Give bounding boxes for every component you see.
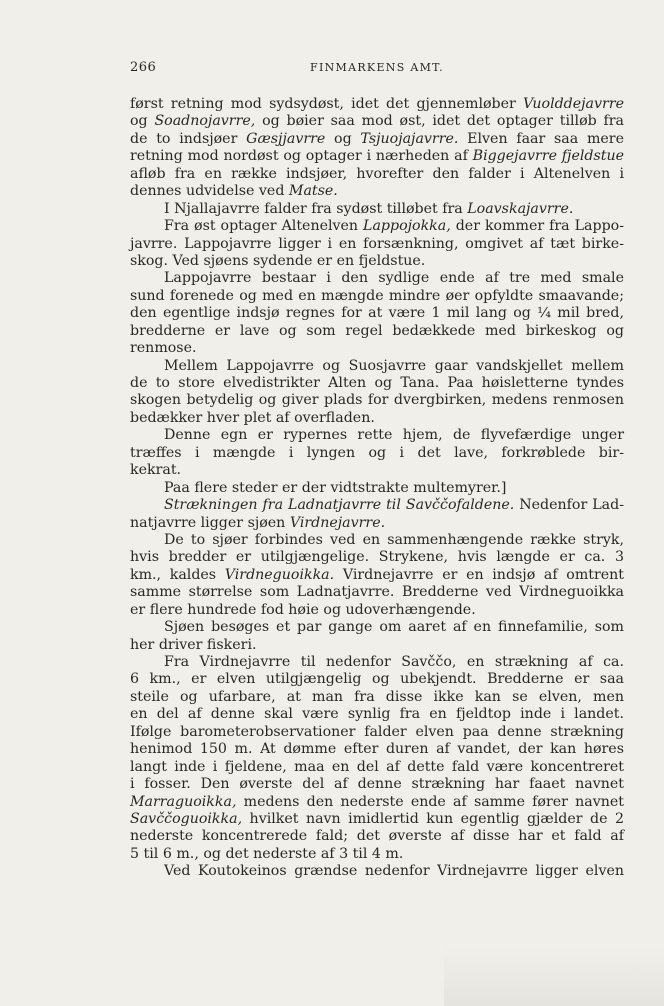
text-segment: samme størrelse som Ladnatjavrre. Bredderne ved Virdneguoikka: [130, 584, 624, 601]
text-segment: steile og ufarbare, at man fra disse ikke kan se elven, men: [130, 688, 624, 705]
text-line: [130, 602, 624, 619]
text-segment: henimod 150 m. At dømme efter duren af vandet, der kan høres: [130, 741, 624, 758]
text-line: [130, 445, 624, 462]
text-segment: afløb fra en række indsjøer, hvorefter den falder i Altenelven i: [130, 165, 624, 182]
text-line: [130, 619, 624, 636]
text-line: [130, 131, 624, 148]
text-line: [130, 166, 624, 183]
text-line: [130, 392, 624, 409]
text-line: [130, 410, 624, 427]
running-head: FINMARKENS AMT.: [310, 61, 444, 74]
text-segment: retning mod nordøst og optager i nærheden af: [130, 148, 473, 165]
text-segment: i fosser. Den øverste del af denne strækning har faaet navnet: [130, 776, 624, 793]
text-line: [130, 427, 624, 444]
text-line: [130, 846, 624, 863]
text-line: [130, 794, 624, 811]
text-line: [130, 706, 624, 723]
text-line: [130, 741, 624, 758]
italic-place-name: Tsjuojajavrre.: [360, 130, 459, 147]
text-line: [130, 358, 624, 375]
text-line: [130, 462, 624, 479]
text-line: [130, 515, 624, 532]
page-corner-shadow: [444, 946, 664, 1006]
text-line: [130, 497, 624, 514]
page-header: [130, 60, 624, 80]
italic-place-name: Virdnejavrre.: [289, 514, 386, 531]
italic-place-name: Strækningen fra Ladnatjavrre til Savččofaldene.: [164, 497, 515, 514]
italic-place-name: Marraguoikka,: [130, 793, 237, 810]
text-line: [130, 654, 624, 671]
text-segment: De to sjøer forbindes ved en sammenhængende række stryk,: [164, 531, 624, 548]
text-line: [130, 270, 624, 287]
text-segment: Virdnejavrre er en indsjø af omtrent: [334, 566, 624, 583]
text-segment: Ved Koutokeinos grændse nedenfor Virdnejavrre ligger elven: [164, 863, 624, 880]
text-line: [130, 671, 624, 688]
text-segment: natjavrre ligger sjøen: [130, 514, 290, 531]
text-line: [130, 724, 624, 741]
text-segment: Mellem Lappojavrre og Suosjavrre gaar vandskjellet mellem: [164, 357, 624, 374]
text-line: [130, 253, 624, 270]
text-segment: Nedenfor Lad-: [514, 497, 624, 514]
text-line: [130, 305, 624, 322]
text-segment: og: [130, 113, 155, 130]
text-line: [130, 113, 624, 130]
text-segment: den egentlige indsjø regnes for at være 1 mil lang og ¼ mil bred,: [130, 305, 624, 322]
text-segment: hvis bredder er utilgjængelige. Strykene, hvis længde er ca. 3: [130, 549, 624, 566]
text-segment: træffes i mængde i lyngen og i det lave, forkrøblede bir-: [130, 444, 624, 461]
text-line: [130, 480, 624, 497]
page-number: 266: [130, 60, 157, 75]
text-line: [130, 218, 624, 235]
text-segment: javrre. Lappojavrre ligger i en forsænkning, omgivet af tæt birke-: [130, 235, 624, 252]
italic-place-name: Biggejavrre fjeldstue: [472, 148, 624, 165]
text-line: [130, 375, 624, 392]
text-line: [130, 340, 624, 357]
text-segment: Paa flere steder er der vidtstrakte multemyrer.]: [164, 479, 507, 496]
italic-place-name: Loavskajavrre.: [467, 200, 574, 217]
text-line: [130, 288, 624, 305]
text-line: [130, 637, 624, 654]
text-segment: skog. Ved sjøens sydende er en fjeldstue.: [130, 252, 426, 269]
text-line: [130, 863, 624, 880]
text-segment: Ifølge barometerobservationer falder elven paa denne strækning: [130, 723, 624, 740]
text-segment: dennes udvidelse ved: [130, 183, 289, 200]
italic-place-name: Savččoguoikka,: [130, 810, 243, 827]
text-segment: nederste koncentrerede fald; det øverste af disse har et fald af: [130, 828, 624, 845]
text-segment: de to indsjøer: [130, 130, 247, 147]
text-line: [130, 811, 624, 828]
text-segment: en del af denne skal være synlig fra en fjeldtop inde i landet.: [130, 706, 624, 723]
italic-place-name: Lappojokka,: [363, 218, 451, 235]
italic-place-name: Vuolddejavrre: [523, 96, 624, 112]
text-line: [130, 567, 624, 584]
italic-place-name: Gæsjjavrre: [246, 130, 326, 147]
text-line: [130, 236, 624, 253]
italic-place-name: Matse.: [288, 183, 338, 200]
text-segment: Sjøen besøges et par gange om aaret af en finnefamilie, som: [164, 619, 624, 636]
text-segment: der kommer fra Lappo-: [450, 218, 624, 235]
text-segment: her driver fiskeri.: [130, 636, 257, 653]
text-segment: bedækker hver plet af overfladen.: [130, 409, 375, 426]
text-segment: renmose.: [130, 340, 197, 357]
text-segment: Denne egn er rypernes rette hjem, de flyvefærdige unger: [164, 427, 624, 444]
italic-place-name: Virdneguoikka.: [224, 566, 335, 583]
text-line: [130, 584, 624, 601]
text-segment: først retning mod sydsydøst, idet det gjennemløber: [130, 96, 524, 112]
text-segment: Lappojavrre bestaar i den sydlige ende af tre med smale: [164, 270, 624, 287]
text-line: [130, 323, 624, 340]
text-line: [130, 689, 624, 706]
body-text: [130, 96, 624, 881]
text-segment: er flere hundrede fod høie og udoverhængende.: [130, 601, 476, 618]
text-segment: km., kaldes: [130, 566, 225, 583]
text-line: [130, 776, 624, 793]
text-segment: Fra Virdnejavrre til nedenfor Savččo, en strækning af ca.: [164, 654, 624, 670]
text-line: [130, 96, 624, 113]
text-segment: Fra øst optager Altenelven: [164, 218, 364, 235]
text-segment: bredderne er lave og som regel bedækkede med birkeskog og: [130, 322, 624, 339]
text-line: [130, 759, 624, 776]
text-line: [130, 148, 624, 165]
text-line: [130, 532, 624, 549]
text-line: [130, 201, 624, 218]
text-segment: Elven faar saa mere: [458, 130, 624, 147]
text-segment: langt inde i fjeldene, maa en del af dette fald være koncentreret: [130, 758, 624, 775]
text-segment: 6 km., er elven utilgjængelig og ubekjendt. Bredderne er saa: [130, 671, 624, 688]
text-segment: I Njallajavrre falder fra sydøst tilløbet fra: [164, 200, 468, 217]
text-segment: og bøier saa mod øst, idet det optager tilløb fra: [255, 113, 624, 130]
text-line: [130, 183, 624, 200]
text-segment: 5 til 6 m., og det nederste af 3 til 4 m.: [130, 845, 404, 862]
text-segment: og: [325, 130, 361, 147]
text-segment: kekrat.: [130, 462, 182, 479]
text-segment: medens den nederste ende af samme fører navnet: [236, 793, 624, 810]
text-line: [130, 549, 624, 566]
text-line: [130, 828, 624, 845]
text-segment: hvilket navn imidlertid kun egentlig gjælder de 2: [242, 810, 624, 827]
text-segment: skogen betydelig og giver plads for dvergbirken, medens renmosen: [130, 392, 624, 409]
italic-place-name: Soadnojavrre,: [154, 113, 256, 130]
text-segment: sund forenede og med en mængde mindre øer opfyldte smaavande;: [130, 287, 624, 304]
text-segment: de to store elvedistrikter Alten og Tana. Paa høisletterne tyndes: [130, 375, 624, 391]
